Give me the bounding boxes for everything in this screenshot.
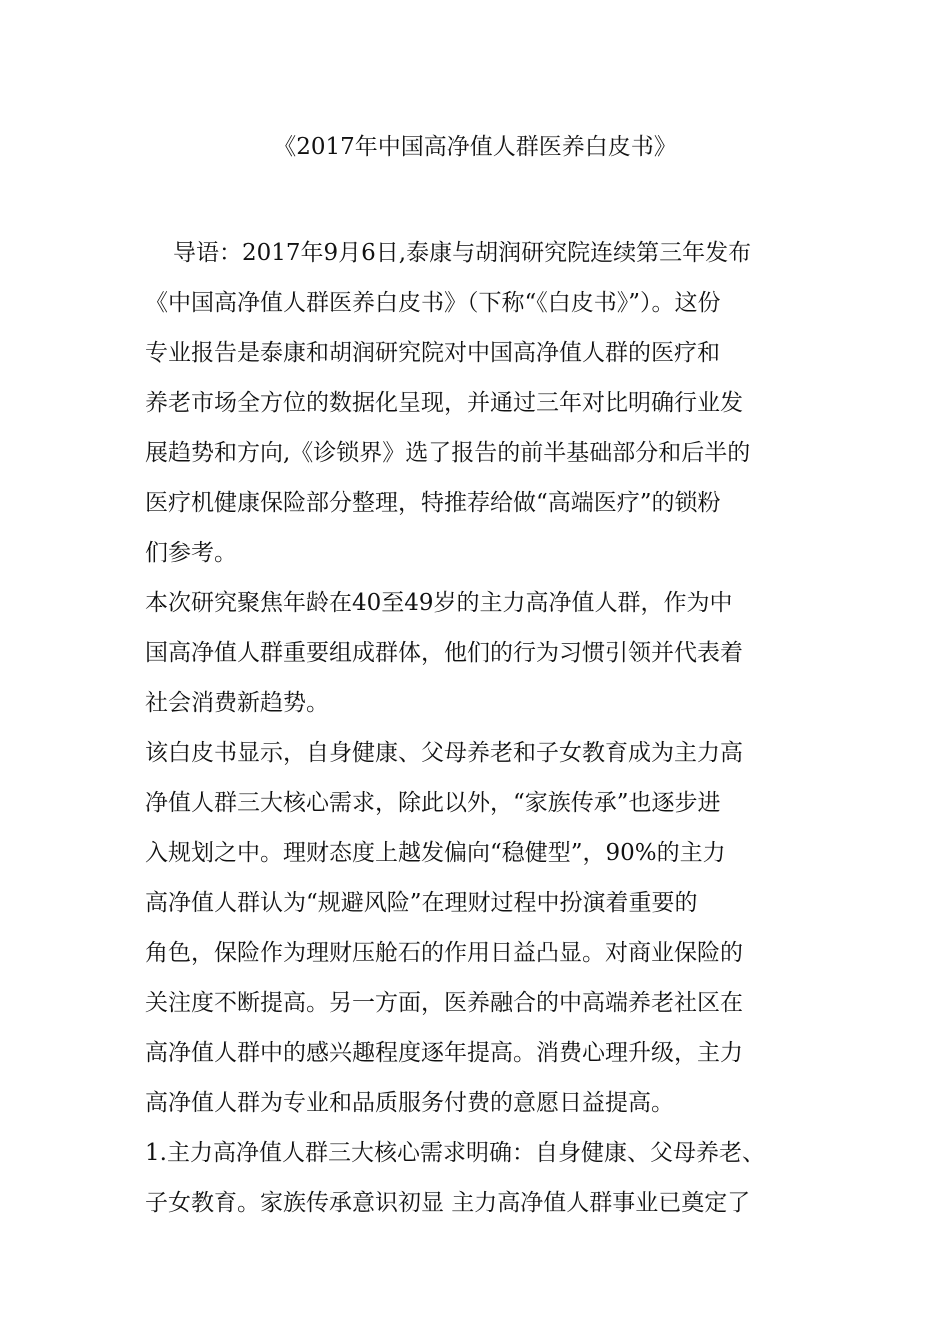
text-line: 高净值人群中的感兴趣程度逐年提高。消费心理升级，主力 bbox=[145, 1040, 743, 1066]
text-line: 关注度不断提高。另一方面，医养融合的中高端养老社区在 bbox=[145, 990, 743, 1016]
text-line: 高净值人群为专业和品质服务付费的意愿日益提高。 bbox=[145, 1090, 674, 1116]
text-line: 社会消费新趋势。 bbox=[145, 690, 329, 716]
text-line: 该白皮书显示，自身健康、父母养老和子女教育成为主力高 bbox=[145, 740, 743, 766]
paragraph-intro bbox=[145, 228, 825, 578]
text-line: 《中国高净值人群医养白皮书》（下称“《白皮书》”）。这份 bbox=[145, 290, 721, 316]
text-line: 本次研究聚焦年龄在40至49岁的主力高净值人群，作为中 bbox=[145, 590, 733, 616]
text-line: 专业报告是泰康和胡润研究院对中国高净值人群的医疗和 bbox=[145, 340, 720, 366]
text-line: 国高净值人群重要组成群体，他们的行为习惯引领并代表着 bbox=[145, 640, 743, 666]
text-line: 医疗机健康保险部分整理，特推荐给做“高端医疗”的锁粉 bbox=[145, 490, 721, 516]
paragraph-findings bbox=[145, 728, 825, 1128]
text-line: 展趋势和方向,《诊锁界》选了报告的前半基础部分和后半的 bbox=[145, 440, 751, 466]
text-line: 1.主力高净值人群三大核心需求明确：自身健康、父母养老、 bbox=[145, 1140, 765, 1166]
paragraph-research-focus bbox=[145, 578, 825, 728]
text-line: 入规划之中。理财态度上越发偏向“稳健型”，90%的主力 bbox=[145, 840, 726, 866]
text-line: 净值人群三大核心需求，除此以外，“家族传承”也逐步进 bbox=[145, 790, 721, 816]
text-line: 导语：2017年9月6日,泰康与胡润研究院连续第三年发布 bbox=[173, 240, 752, 266]
document-body bbox=[145, 228, 825, 1228]
document-title: 《2017年中国高净值人群医养白皮书》 bbox=[273, 134, 677, 160]
text-line: 子女教育。家族传承意识初显 主力高净值人群事业已奠定了 bbox=[145, 1190, 751, 1216]
text-line: 们参考。 bbox=[145, 540, 237, 566]
text-line: 高净值人群认为“规避风险”在理财过程中扮演着重要的 bbox=[145, 890, 698, 916]
paragraph-section-1 bbox=[145, 1128, 825, 1228]
text-line: 养老市场全方位的数据化呈现，并通过三年对比明确行业发 bbox=[145, 390, 743, 416]
text-line: 角色，保险作为理财压舱石的作用日益凸显。对商业保险的 bbox=[145, 940, 743, 966]
